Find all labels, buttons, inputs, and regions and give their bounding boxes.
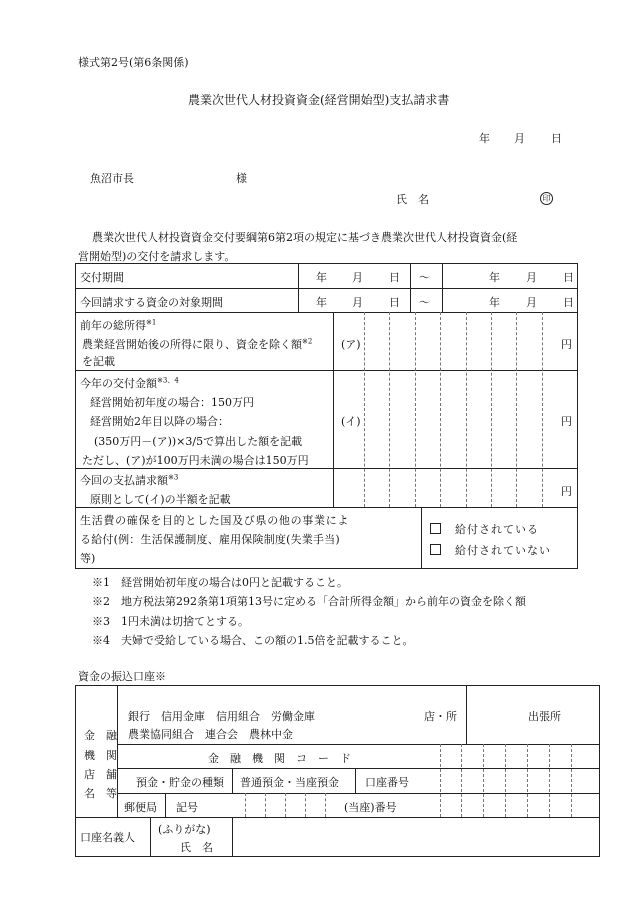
option-not-received[interactable] [430,542,551,558]
period-end-month: 月 [526,271,537,284]
holder-name-label: 氏 名 [180,841,213,854]
col-divider [165,793,166,817]
row-divider [75,312,578,313]
digit-divider [516,312,517,507]
grant-second-year: 経営開始2年目以降の場合： [90,415,229,428]
digit-divider [305,793,306,817]
yen-unit: 円 [561,338,572,351]
yen-unit: 円 [561,485,572,498]
col-divider [355,768,356,793]
col-divider [410,263,411,312]
deposit-type-label: 預金・貯金の種類 [136,776,224,789]
prev-income-note: を記載 [82,355,115,368]
other-benefits-line-1: 生活費の確保を目的とした国及び県の他の事業によ [80,514,350,527]
period-start-year: 年 [316,271,327,284]
account-holder-label: 口座名義人 [80,831,135,844]
grant-amount-label [80,375,179,391]
note-3: ※3 1円未満は切捨てとする。 [92,615,249,628]
digit-divider [461,744,462,817]
grant-formula: (350万円－(ア))×3/5で算出した額を記載 [94,435,303,448]
target-end-month: 月 [526,296,537,309]
digit-divider [466,312,467,507]
row-divider [75,468,578,469]
note-1: ※1 経営開始初年度の場合は0円と記載すること。 [92,576,348,589]
digit-divider [245,793,246,817]
inst-label-2: 機 関 [84,749,117,762]
seal-circle-icon: 印 [540,192,553,205]
grant-period-label: 交付期間 [80,271,124,284]
date-month-label: 月 [514,132,525,145]
other-benefits-line-3: 等) [80,552,96,565]
target-end-year: 年 [489,296,500,309]
payment-request-label [80,472,178,488]
date-year-label: 年 [479,132,490,145]
col-divider [117,685,118,817]
inst-label-3: 店 舗 [84,768,117,781]
deposit-options: 普通預金・当座預金 [240,776,339,789]
col-divider [298,263,299,312]
inst-code-label: 金 融 機 関 コ ー ド [208,752,351,765]
other-benefits-line-2: る給付(例：生活保護制度、雇用保険制度(失業手当) [80,533,340,546]
digit-divider [415,312,416,507]
yen-unit: 円 [561,415,572,428]
digit-divider [527,744,528,817]
target-tilde: ～ [419,296,430,309]
inst-types-2: 農業協同組合 連合会 農林中金 [128,728,293,741]
furigana-label: (ふりがな) [158,823,211,836]
grant-first-year: 経営開始初年度の場合：150万円 [90,396,254,409]
prev-income-condition [82,336,312,352]
grant-exception: ただし、(ア)が100万円未満の場合は150万円 [82,454,309,467]
addressee: 魚沼市長 [90,172,134,185]
branch-label: 店・所 [424,710,457,723]
col-divider [421,507,422,569]
col-divider [232,768,233,793]
note-ref-1: ※1 [146,318,157,327]
digit-divider [549,744,550,817]
checkbox-not-received[interactable] [430,544,441,555]
target-end-day: 日 [563,296,574,309]
col-divider [150,817,151,857]
payment-request-text: 今回の支払請求額 [80,474,168,487]
option-received[interactable] [430,521,539,537]
prev-income-condition-text: 農業経営開始後の所得に限り、資金を除く額 [82,338,302,351]
digit-divider [491,312,492,507]
prev-income-text: 前年の総所得 [80,319,146,332]
option-received-label: 給付されている [455,523,539,536]
digit-divider [440,312,441,507]
applicant-name-label: 氏 名 [396,193,429,206]
digit-divider [325,793,326,817]
period-start-month: 月 [352,271,363,284]
target-period-label: 今回請求する資金の対象期間 [80,296,223,309]
marker-a: (ア) [341,338,361,351]
row-divider [75,288,578,289]
note-ref-2: ※2 [302,337,313,346]
date-day-label: 日 [551,132,562,145]
col-divider [333,312,334,507]
account-number-label: 口座番号 [365,776,409,789]
intro-line-2: 営開始型)の交付を請求します。 [78,250,236,263]
note-2: ※2 地方税法第292条第1項第13号に定める「合計所得金額」から前年の資金を除く額 [92,595,526,608]
col-divider [442,263,443,312]
inst-label-4: 名 等 [84,787,117,800]
digit-divider [265,793,266,817]
payment-request-rule: 原則として(イ)の半額を記載 [90,493,231,506]
page-title: 農業次世代人材投資資金(経営開始型)支払請求書 [188,93,450,107]
form-number: 様式第2号(第6条関係) [78,56,189,69]
digit-divider [483,744,484,817]
period-tilde: ～ [419,271,430,284]
seal-mark [540,191,553,205]
digit-divider [440,744,441,817]
period-end-year: 年 [489,271,500,284]
period-start-day: 日 [389,271,400,284]
sub-branch-label: 出張所 [528,710,561,723]
digit-divider [571,744,572,817]
target-start-month: 月 [352,296,363,309]
digit-divider [505,744,506,817]
inst-label-1: 金 融 [84,729,117,742]
digit-divider [389,312,390,507]
note-4: ※4 夫婦で受給している場合、この額の1.5倍を記載すること。 [92,634,414,647]
digit-divider [285,793,286,817]
post-office-label: 郵便局 [124,801,157,814]
inst-types-1: 銀行 信用金庫 信用組合 労働金庫 [128,710,315,723]
marker-i: (イ) [341,415,361,428]
digit-divider [542,312,543,507]
intro-line-1: 農業次世代人材投資資金交付要綱第6第2項の規定に基づき農業次世代人材投資資金(経 [92,231,518,244]
period-end-day: 日 [563,271,574,284]
option-not-received-label: 給付されていない [455,544,551,557]
current-number-label: (当座)番号 [344,801,397,814]
col-divider [466,685,467,744]
checkbox-received[interactable] [430,523,441,534]
row-divider [75,370,578,371]
row-divider [75,507,578,508]
target-start-day: 日 [389,296,400,309]
grant-amount-text: 今年の交付金額 [80,377,157,390]
honorific: 様 [236,172,247,185]
account-section-title: 資金の振込口座※ [78,670,166,683]
digit-divider [364,312,365,507]
note-ref-3: ※3 [168,473,179,482]
symbol-label: 記号 [176,801,198,814]
col-divider [232,817,233,857]
note-ref-3-4: ※3、4 [157,376,179,385]
target-start-year: 年 [316,296,327,309]
row-divider [75,817,600,818]
prev-income-label [80,317,156,333]
